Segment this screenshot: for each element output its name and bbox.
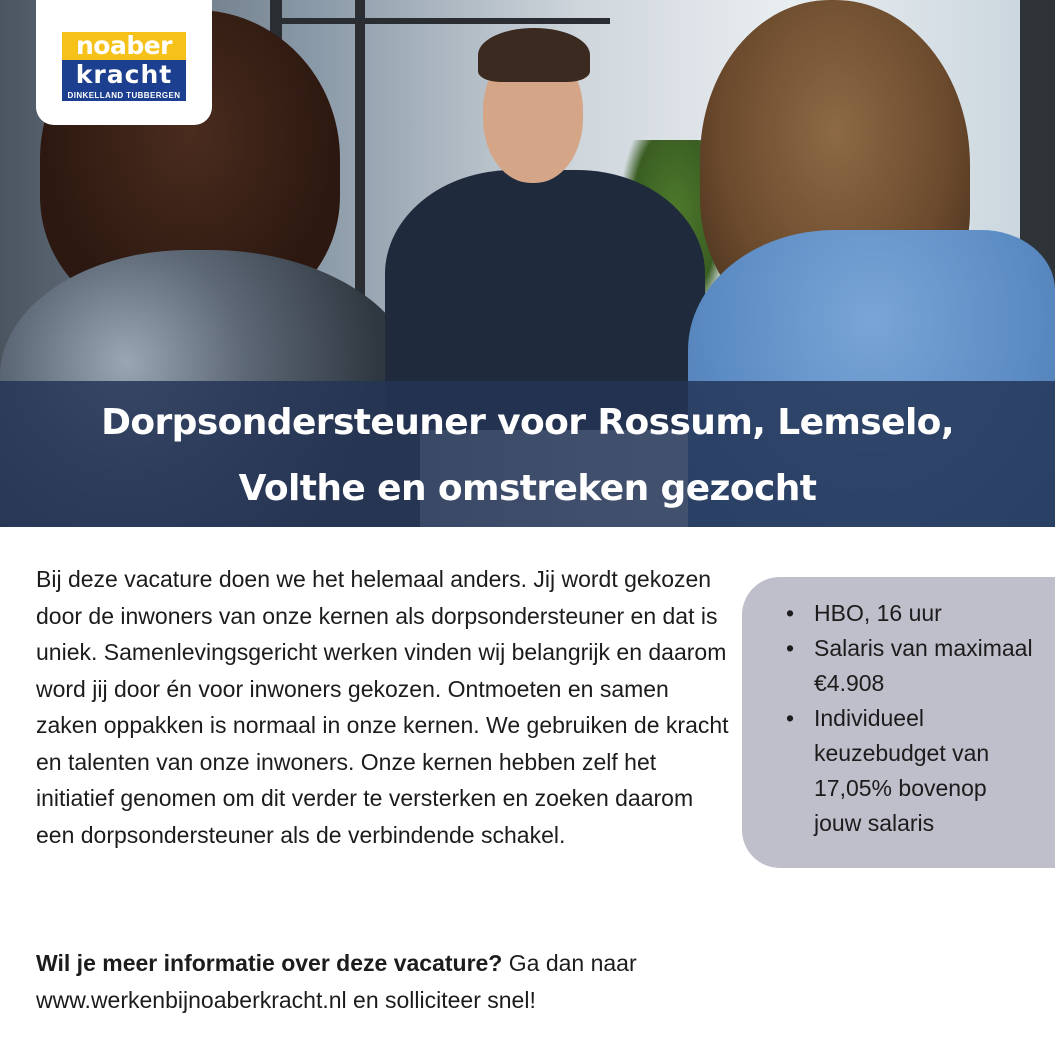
more-info-text bbox=[36, 945, 736, 1018]
bullet-icon: • bbox=[786, 635, 795, 661]
more-info-rest: Ga dan naar www.werkenbijnoaberkracht.nl en solliciteer snel! bbox=[36, 950, 637, 1013]
vacancy-title-line-2: Volthe en omstreken gezocht bbox=[238, 468, 817, 509]
facts-box bbox=[742, 577, 1055, 868]
logo-card bbox=[36, 0, 212, 125]
fact-item bbox=[786, 596, 1036, 631]
facts-list bbox=[786, 596, 1036, 841]
logo-line-1: noaber bbox=[62, 32, 186, 60]
more-info-question: Wil je meer informatie over deze vacature? bbox=[36, 950, 503, 976]
logo-line-3: DINKELLAND TUBBERGEN bbox=[62, 90, 186, 101]
fact-text: Individueel keuzebudget van 17,05% bovenop jouw salaris bbox=[814, 705, 990, 836]
fact-item bbox=[786, 631, 1036, 701]
person-center-hair bbox=[478, 28, 590, 82]
bullet-icon: • bbox=[786, 705, 795, 731]
fact-text: HBO, 16 uur bbox=[814, 600, 942, 626]
vacancy-title bbox=[0, 390, 1055, 522]
vacancy-title-line-1: Dorpsondersteuner voor Rossum, Lemselo, bbox=[101, 402, 954, 443]
noaberkracht-logo bbox=[62, 32, 186, 101]
logo-line-2: kracht bbox=[62, 60, 186, 90]
fact-text: Salaris van maximaal €4.908 bbox=[814, 635, 1033, 696]
vacancy-description: Bij deze vacature doen we het helemaal anders. Jij wordt gekozen door de inwoners van onze kernen als dorpsondersteuner en dat is uniek. Samenlevingsgericht werken vinden wij belangrijk en daarom word jij door én voor inwoners gekozen. Ontmoeten en samen zaken oppakken is normaal in onze kernen. We gebruiken de kracht en talenten van onze inwoners. Onze kernen hebben zelf het initiatief genomen om dit verder te versterken en zoeken daarom een dorpsondersteuner als de verbindende schakel. bbox=[36, 566, 729, 848]
window-frame-top bbox=[270, 18, 610, 24]
fact-item bbox=[786, 701, 1036, 841]
bullet-icon: • bbox=[786, 600, 795, 626]
